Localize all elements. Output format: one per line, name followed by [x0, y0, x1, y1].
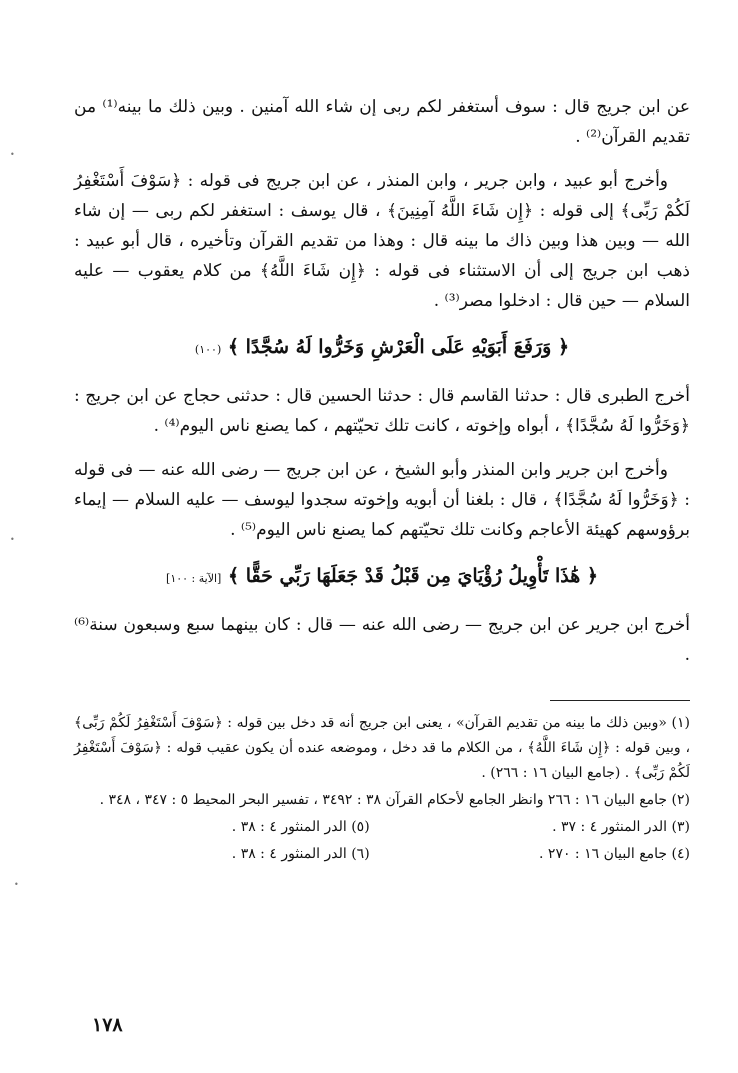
- paragraph-2: وأخرج أبو عبيد ، وابن جرير ، وابن المنذر ، عن ابن جريج فى قوله : ﴿سَوْفَ أَسْتَغْفِرُ لَكُمْ رَبِّى﴾ إلى قوله : ﴿إِن شَاءَ اللَّهُ آمِنِينَ﴾ ، قال يوسف : استغفر لكم ربى — إن شاء الله — وبين هذا وبين ذاك ما بينه قال : وهذا من تقديم القرآن وتأخيره ، قال أبو عبيد : ذهب ابن جريج إلى أن الاستثناء فى قوله : ﴿إِن شَاءَ اللَّهُ﴾ من كلام يعقوب — عليه السلام — حين قال : ادخلوا مصر⁽³⁾ .: [74, 171, 690, 311]
- footnote-5: (٥) الدر المنثور ٤ : ٣٨ .: [231, 819, 370, 835]
- paragraph-4: وأخرج ابن جرير وابن المنذر وأبو الشيخ ، عن ابن جريج — رضى الله عنه — فى قوله : ﴿وَخَرُّوا لَهُ سُجَّدًا﴾ ، قال : بلغنا أن أبويه وإخوته سجدوا ليوسف — عليه السلام — إيماء برؤوسهم كهيئة الأعاجم وكانت تلك تحيّتهم كما يصنع ناس اليوم⁽⁵⁾ .: [74, 460, 690, 540]
- footnote-divider: [550, 700, 690, 701]
- scan-speck-icon: •: [10, 535, 15, 544]
- footnote-1: (١) «وبين ذلك ما بينه من تقديم القرآن» ، يعنى ابن جريج أنه قد دخل بين قوله : ﴿سَوْفَ أَسْتَغْفِرُ لَكُمْ رَبِّى﴾ ، وبين قوله : ﴿إِن شَاءَ اللَّهُ﴾ ، من الكلام ما قد دخل ، وموضعه عنده أن يكون عقيب قوله : ﴿سَوْفَ أَسْتَغْفِرُ لَكُمْ رَبِّى﴾ . (جامع البيان ١٦ : ٢٦٦) .: [74, 715, 691, 781]
- footnotes: [74, 711, 690, 869]
- footnote-4: (٤) جامع البيان ١٦ : ٢٧٠ .: [539, 846, 690, 862]
- scan-speck-icon: •: [14, 880, 19, 889]
- quran-verse-2: [74, 559, 690, 596]
- scan-speck-icon: •: [10, 150, 15, 159]
- verse-2-text: ﴿ هَٰذَا تَأْوِيلُ رُؤْيَايَ مِن قَبْلُ قَدْ جَعَلَهَا رَبِّي حَقًّا ﴾: [227, 565, 598, 587]
- paragraph-1: عن ابن جريج قال : سوف أستغفر لكم ربى إن شاء الله آمنين . وبين ذلك ما بينه⁽¹⁾ من تقديم القرآن⁽²⁾ .: [74, 97, 690, 147]
- verse-1-text: ﴿ وَرَفَعَ أَبَوَيْهِ عَلَى الْعَرْشِ وَخَرُّوا لَهُ سُجَّدًا ﴾: [227, 336, 570, 358]
- page-number: ١٧٨: [92, 1014, 123, 1036]
- footnote-6: (٦) الدر المنثور ٤ : ٣٨ .: [231, 846, 370, 862]
- paragraph-5: أخرج ابن جرير عن ابن جريج — رضى الله عنه — قال : كان بينهما سبع وسبعون سنة⁽⁶⁾ .: [74, 615, 690, 665]
- verse-1-ref: (١٠٠): [194, 343, 222, 356]
- verse-2-ref: [الآية : ١٠٠]: [166, 572, 222, 585]
- footnote-3: (٣) الدر المنثور ٤ : ٣٧ .: [552, 819, 690, 835]
- footnote-row-b: [74, 842, 690, 869]
- page-body: [74, 92, 690, 869]
- footnote-row-a: [74, 815, 690, 842]
- quran-verse-1: [74, 330, 690, 367]
- footnote-2: (٢) جامع البيان ١٦ : ٢٦٦ وانظر الجامع لأحكام القرآن ٣٨ : ٣٤٩٢ ، تفسير البحر المحيط ٥ : ٣٤٧ ، ٣٤٨ .: [99, 792, 690, 808]
- paragraph-3: أخرج الطبرى قال : حدثنا القاسم قال : حدثنا الحسين قال : حدثنى حجاج عن ابن جريج : ﴿وَخَرُّوا لَهُ سُجَّدًا﴾ ، أبواه وإخوته ، كانت تلك تحيّتهم ، كما يصنع ناس اليوم⁽⁴⁾ .: [74, 386, 690, 436]
